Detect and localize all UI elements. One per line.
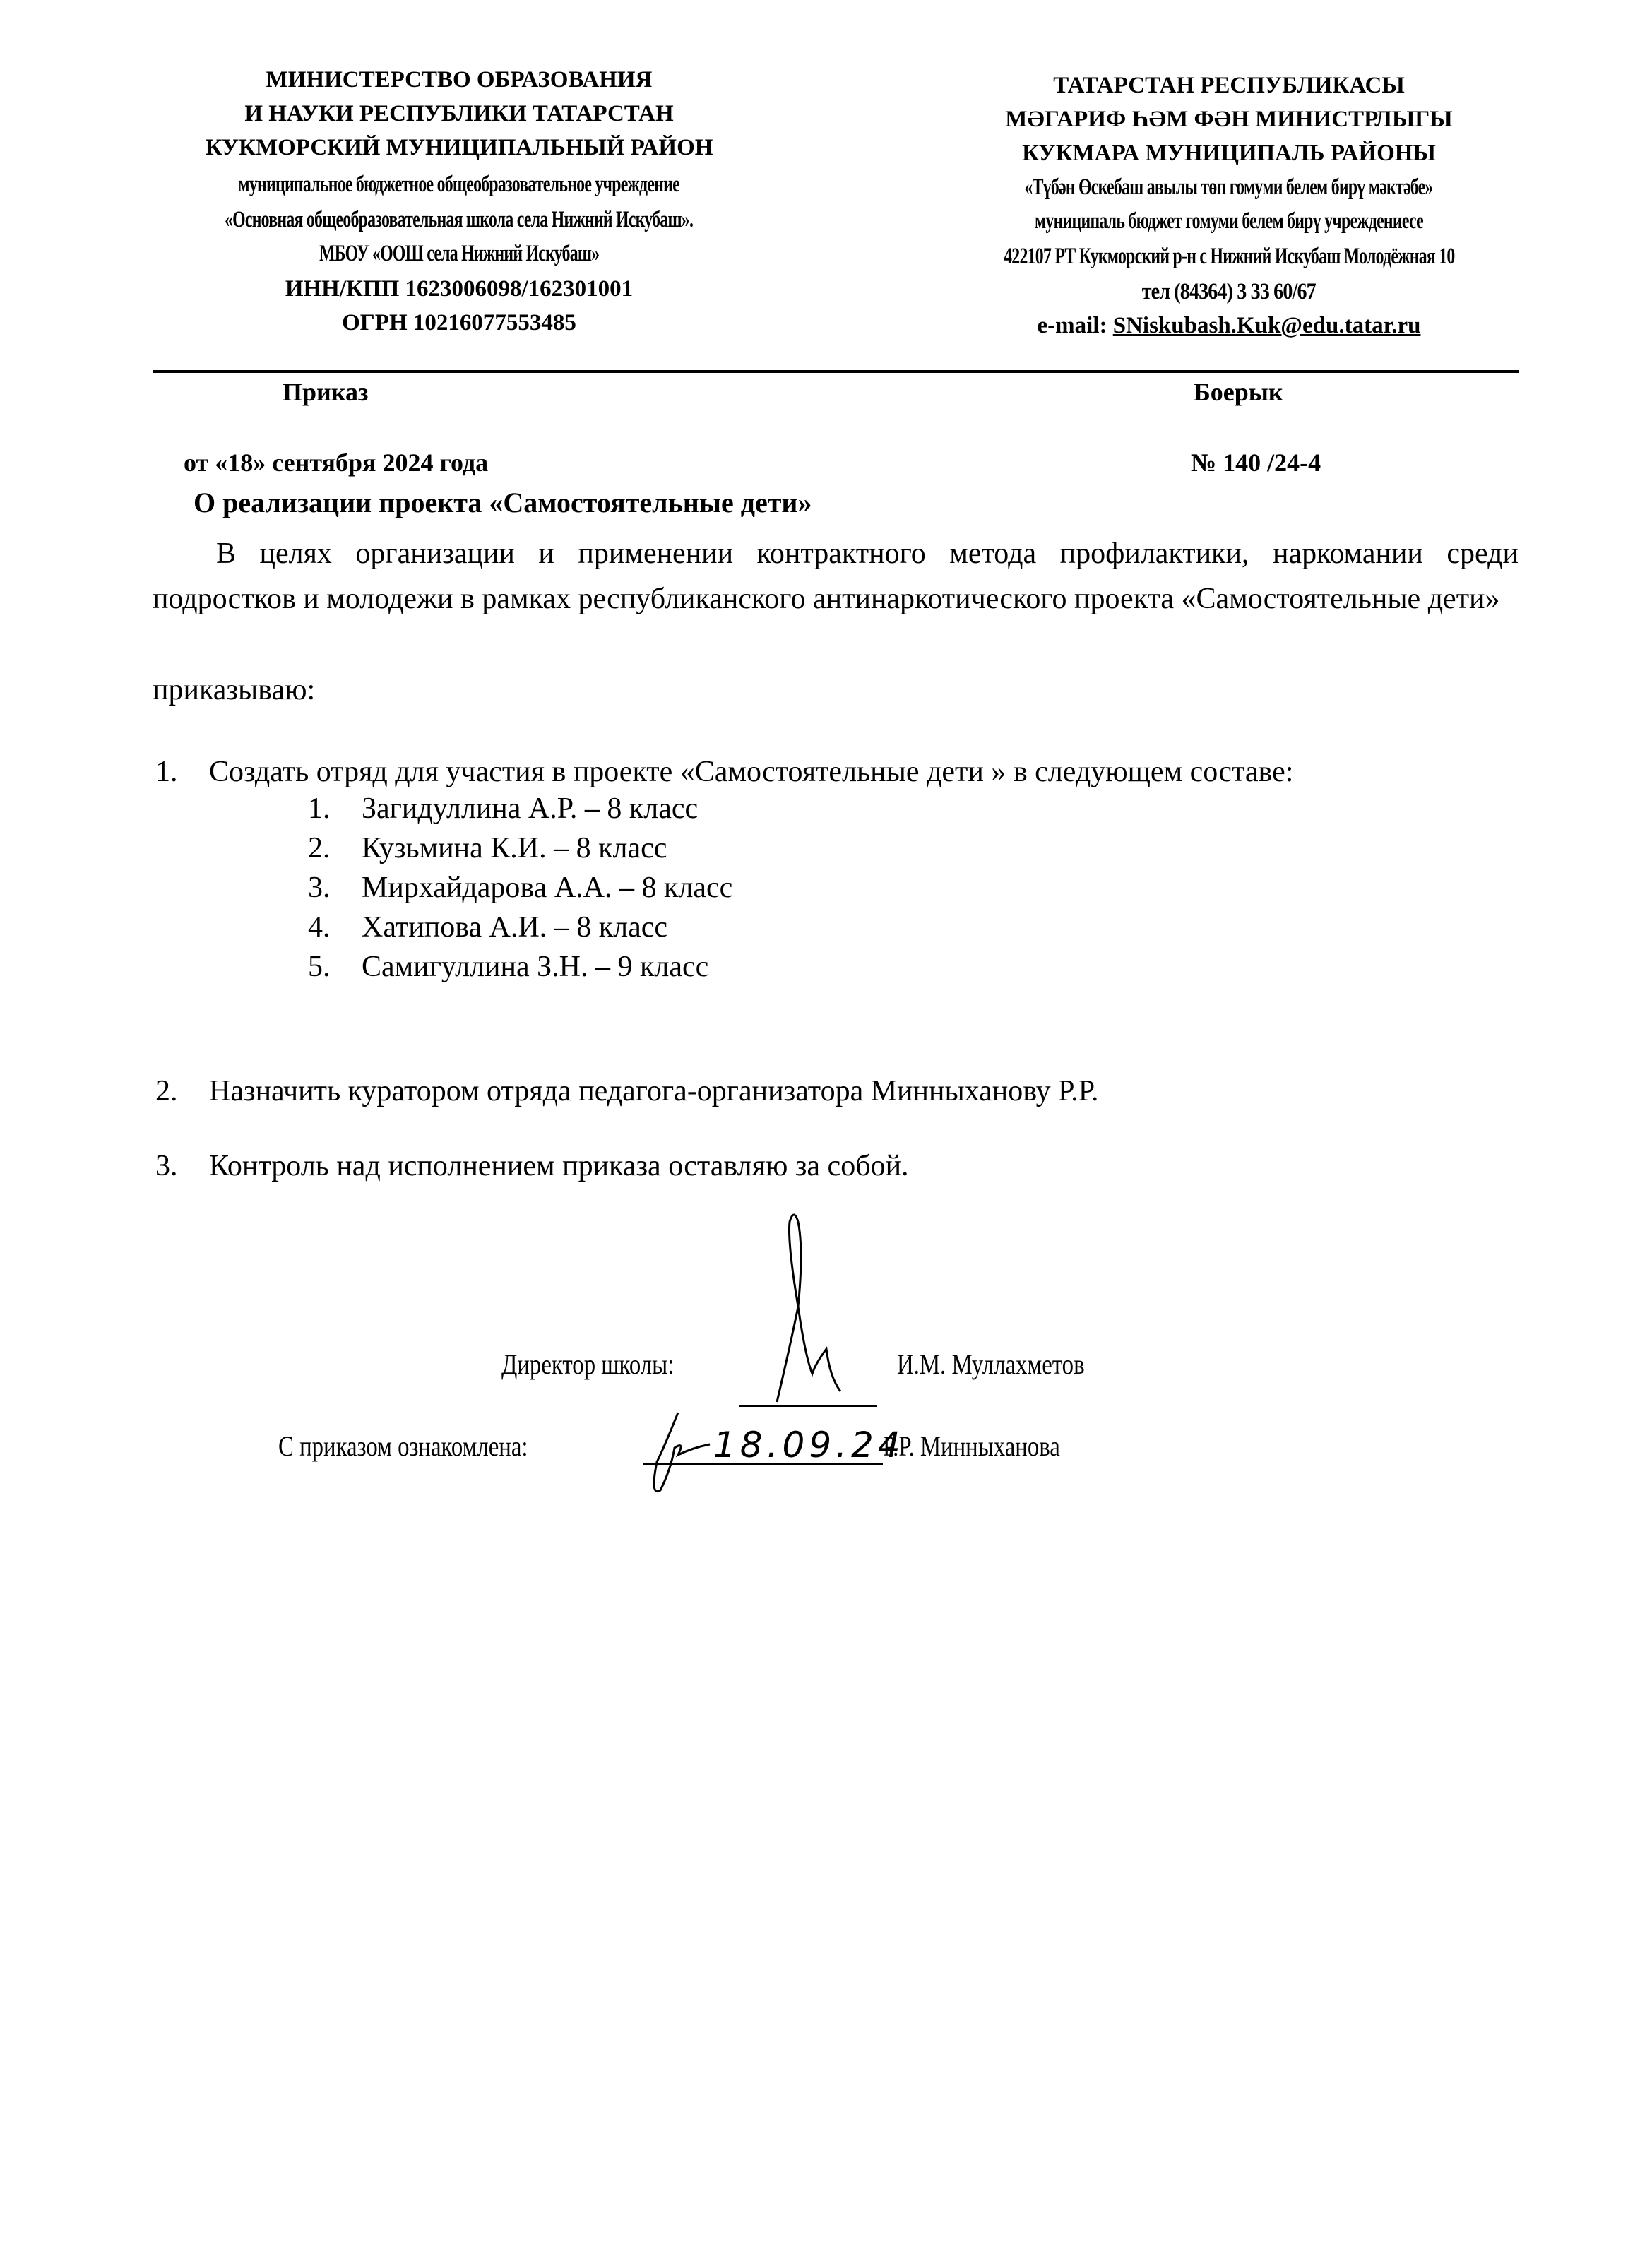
header-left-line: И НАУКИ РЕСПУБЛИКИ ТАТАРСТАН (244, 101, 674, 126)
order-type-tt: Боерык (1194, 378, 1283, 406)
header-right-line: МӘГАРИФ ҺӘМ ФӘН МИНИСТРЛЫГЫ (1005, 107, 1453, 132)
item-number: 2. (155, 1075, 178, 1107)
header-right-line: муниципаль бюджет гомуми белем бирү учреждениесе (1035, 208, 1423, 234)
phone: тел (84364) 3 33 60/67 (1141, 279, 1317, 304)
item-text: Контроль над исполнением приказа оставляю за собой. (209, 1150, 909, 1182)
header-left-line: «Основная общеобразовательная школа села Нижний Искубаш». (225, 207, 694, 232)
header-left-line: муниципальное бюджетное общеобразовательное учреждение (238, 172, 680, 197)
header-right-line: «Түбән Өскебаш авылы төп гомуми белем бирү мәктәбе» (1024, 174, 1434, 200)
order-number: № 140 /24-4 (1191, 448, 1321, 477)
acknowledgement-signature (636, 1405, 713, 1504)
header-left-line: МИНИСТЕРСТВО ОБРАЗОВАНИЯ (266, 67, 653, 93)
item-number: 3. (155, 1150, 178, 1182)
order-type-ru: Приказ (283, 378, 369, 406)
item-text: Создать отряд для участия в проекте «Самостоятельные дети » в следующем составе: (209, 756, 1294, 788)
command-text: приказываю: (153, 674, 316, 706)
email-link[interactable]: SNiskubash.Kuk@edu.tatar.ru (1112, 313, 1421, 338)
header-left-line: МБОУ «ООШ села Нижний Искубаш» (319, 241, 600, 266)
member-number: 3. (308, 872, 331, 904)
header-right-line: 422107 РТ Кукморский р-н с Нижний Искубаш Молодёжная 10 (1003, 244, 1455, 269)
member-item: Хатипова А.И. – 8 класс (362, 911, 668, 944)
member-number: 5. (308, 951, 331, 983)
order-date: от «18» сентября 2024 года (184, 448, 489, 477)
acknowledgement-name: Р.Р. Минныханова (883, 1430, 1060, 1462)
ogrn: ОГРН 10216077553485 (342, 310, 576, 335)
acknowledgement-date: 18.09.24 (713, 1425, 905, 1466)
email-label: e-mail: (1037, 313, 1107, 338)
director-label: Директор школы: (501, 1348, 675, 1380)
inn: ИНН/КПП 1623006098/162301001 (285, 276, 634, 302)
acknowledgement-label: С приказом ознакомлена: (278, 1430, 528, 1462)
header-right-line: КУКМАРА МУНИЦИПАЛЬ РАЙОНЫ (1022, 141, 1436, 166)
member-number: 4. (308, 911, 331, 944)
header-right-line: ТАТАРСТАН РЕСПУБЛИКАСЫ (1053, 73, 1405, 98)
member-item: Самигуллина З.Н. – 9 класс (362, 951, 709, 983)
director-signature (749, 1201, 890, 1413)
member-item: Загидуллина А.Р. – 8 класс (362, 792, 699, 825)
header-left-line: КУКМОРСКИЙ МУНИЦИПАЛЬНЫЙ РАЙОН (205, 135, 713, 160)
header-divider (153, 370, 1519, 373)
member-item: Мирхайдарова А.А. – 8 класс (362, 872, 733, 904)
item-text: Назначить куратором отряда педагога-организатора Минныханову Р.Р. (209, 1075, 1099, 1107)
member-number: 1. (308, 792, 331, 825)
member-number: 2. (308, 832, 331, 864)
order-title: О реализации проекта «Самостоятельные дети» (194, 487, 812, 518)
director-name: И.М. Муллахметов (897, 1348, 1085, 1380)
intro-paragraph: В целях организации и применении контрактного метода профилактики, наркомании среди подростков и молодежи в рамках республиканского антинаркотического проекта «Самостоятельные дети» (153, 537, 1519, 615)
member-item: Кузьмина К.И. – 8 класс (362, 832, 667, 864)
item-number: 1. (155, 756, 178, 788)
